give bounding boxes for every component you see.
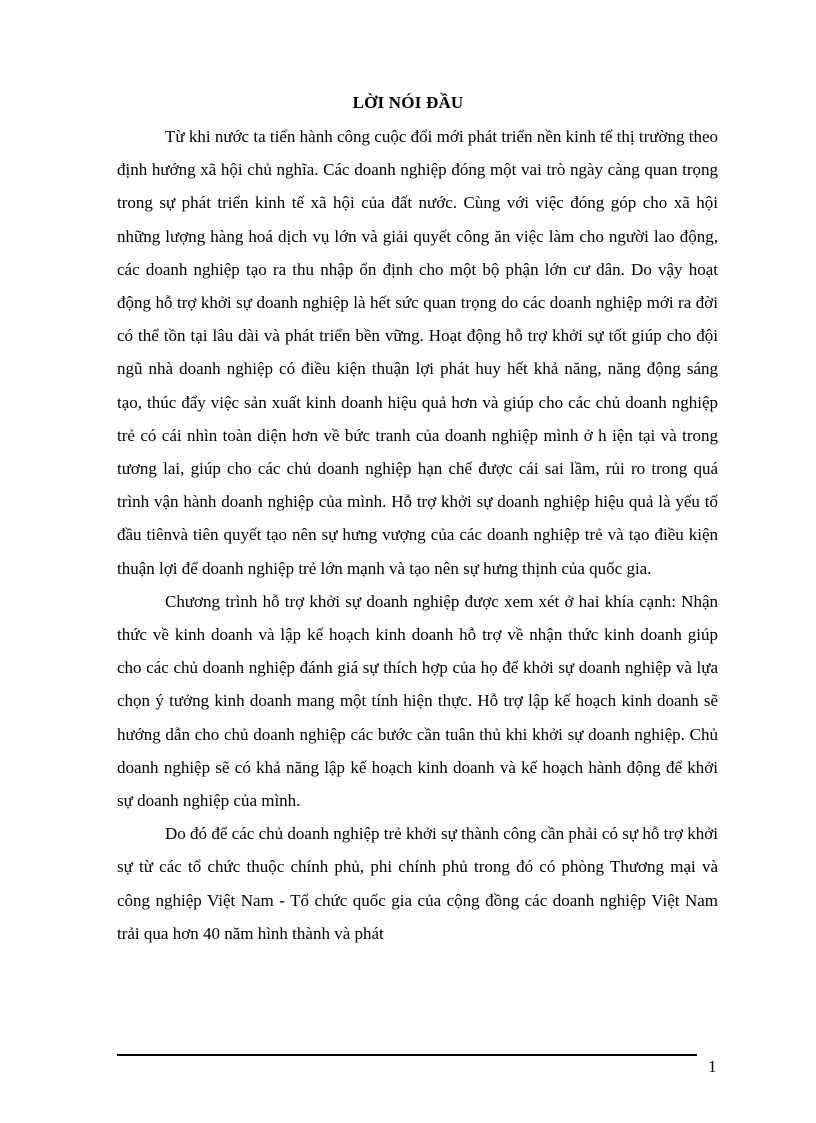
paragraph-3: Do đó để các chủ doanh nghiệp trẻ khởi sự thành công cần phải có sự hỗ trợ khởi sự từ các tổ chức thuộc chính phủ, phi chính phủ trong đó có phòng Thương mại và công nghiệp Việt Nam - Tổ chức quốc gia của cộng đồng các doanh nghiệp Việt Nam trải qua hơn 40 năm hình thành và phát [117, 824, 718, 943]
page-number: 1 [708, 1057, 717, 1076]
paragraph-1: Từ khi nước ta tiến hành công cuộc đổi mới phát triển nền kinh tế thị trường theo định hướng xã hội chủ nghĩa. Các doanh nghiệp đóng một vai trò ngày càng quan trọng trong sự phát triển kinh tế xã hội của đất nước. Cùng với việc đóng góp cho xã hội những lượng hàng hoá dịch vụ lớn và giải quyết công ăn việc làm cho người lao động, các doanh nghiệp tạo ra thu nhập ổn định cho một bộ phận lớn cư dân. Do vậy hoạt động hỗ trợ khởi sự doanh nghiệp là hết sức quan trọng do các doanh nghiệp mới ra đời có thể tồn tại lâu dài và phát triển bền vững. Hoạt động hỗ trợ khởi sự tốt giúp cho đội ngũ nhà doanh nghiệp có điều kiện thuận lợi phát huy hết khả năng, năng động sáng tạo, thúc đẩy việc sản xuất kinh doanh hiệu quả hơn và giúp cho các chủ doanh nghiệp trẻ có cái nhìn toàn diện hơn về bức tranh của doanh nghiệp mình ở h iện tại và trong tương lai, giúp cho các chủ doanh nghiệp hạn chế được cái sai lầm, rủi ro trong quá trình vận hành doanh nghiệp của mình. Hỗ trợ khởi sự doanh nghiệp hiệu quả là yếu tố đầu tiênvà tiên quyết tạo nên sự hưng vượng của các doanh nghiệp trẻ và tạo điều kiện thuận lợi để doanh nghiệp trẻ lớn mạnh và tạo nên sự hưng thịnh của quốc gia. [117, 127, 718, 578]
paragraph-2: Chương trình hỗ trợ khởi sự doanh nghiệp được xem xét ở hai khía cạnh: Nhận thức về kinh doanh và lập kế hoạch kinh doanh hỗ trợ về nhận thức kinh doanh giúp cho các chủ doanh nghiệp đánh giá sự thích hợp của họ để khởi sự doanh nghiệp và lựa chọn ý tưởng kinh doanh mang một tính hiện thực. Hỗ trợ lập kế hoạch kinh doanh sẽ hướng dẫn cho chủ doanh nghiệp các bước cần tuân thủ khi khởi sự doanh nghiệp. Chủ doanh nghiệp sẽ có khả năng lập kế hoạch kinh doanh và kế hoạch hành động để khởi sự doanh nghiệp của mình. [117, 591, 718, 811]
body-text [117, 120, 718, 950]
page-title: LỜI NÓI ĐẦU [352, 93, 464, 112]
footer-divider [117, 1054, 697, 1056]
